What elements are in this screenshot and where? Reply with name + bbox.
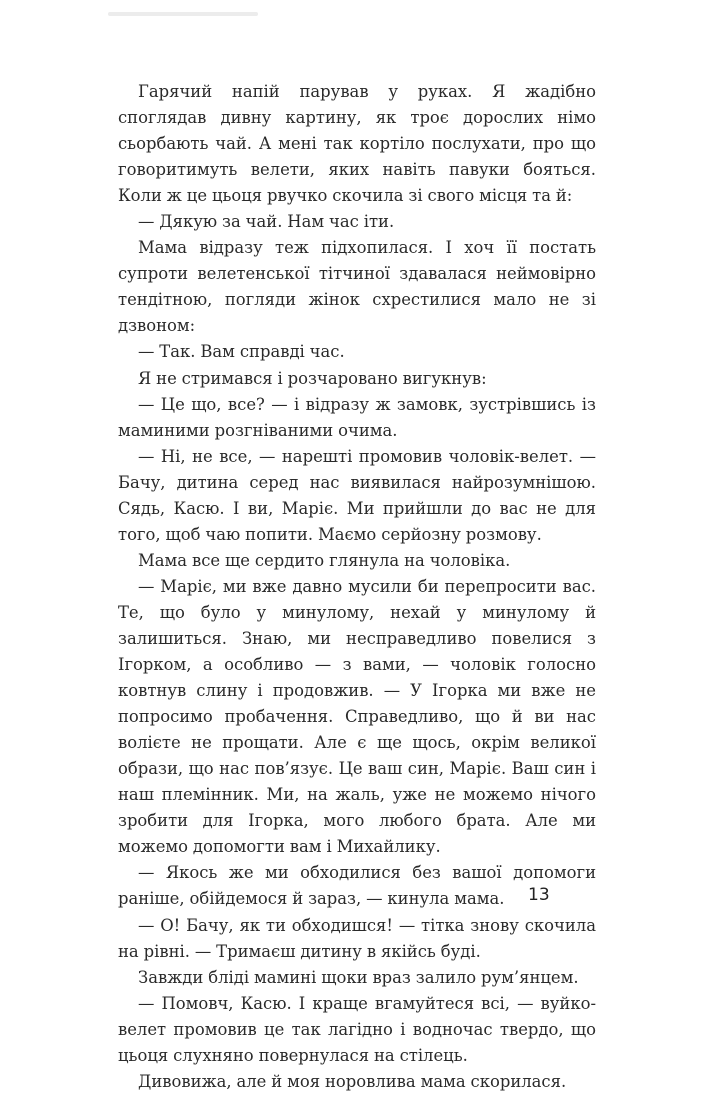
paragraph: — Так. Вам справді час. — [138, 342, 345, 362]
paragraph: — Якось же ми обходилися без вашої допомоги раніше, обійдемося й зараз, — кинула мама. — [118, 863, 596, 909]
paragraph: — Маріє, ми вже давно мусили би перепросити вас. Те, що було у минулому, нехай у минулому й залишиться. Знаю, ми несправедливо повелися з Ігорком, а особливо — з вами, — чоловік голосно ковтнув слину і продовжив. — У Ігорка ми вже не попросимо пробачення. Справедливо, що й ви нас волієте не прощати. Але є ще щось, окрім великої образи, що нас пов’язує. Це ваш син, Маріє. Ваш син і наш племінник. Ми, на жаль, уже не можемо нічого зробити для Ігорка, мого любого брата. Але ми можемо допомогти вам і Михайлику. — [118, 576, 596, 857]
paragraph: Я не стримався і розчаровано вигукнув: — [138, 368, 487, 388]
paragraph: — Ні, не все, — нарешті промовив чоловік-велет. — Бачу, дитина серед нас виявилася найрозумнішою. Сядь, Касю. І ви, Маріє. Ми прийшли до вас не для того, щоб чаю попити. Маємо серйозну розмову. — [118, 446, 596, 544]
paragraph: Мама відразу теж підхопилася. І хоч її постать супроти велетенської тітчиної здавалася неймовірно тендітною, погляди жінок схрестилися мало не зі дзвоном: — [118, 238, 596, 336]
page-number: 13 — [528, 885, 550, 905]
paragraph: Гарячий напій парував у руках. Я жадібно споглядав дивну картину, як троє дорослих німо сьорбають чай. А мені так кортіло послухати, про що говоритимуть велети, яких навіть павуки бояться. Коли ж це цьоця рвучко скочила зі свого місця та й: — [118, 82, 596, 206]
paragraph: — Дякую за чай. Нам час іти. — [138, 212, 395, 232]
paragraph: Дивовижа, але й моя норовлива мама скорилася. — [138, 1071, 567, 1091]
page-body — [118, 79, 596, 1095]
paragraph: Завжди бліді мамині щоки враз залило рум’янцем. — [138, 967, 579, 987]
paragraph: — Це що, все? — і відразу ж замовк, зустрівшись із маминими розгніваними очима. — [118, 394, 596, 440]
bleed-through-header — [108, 12, 258, 16]
paragraph: — Помовч, Касю. І краще вгамуйтеся всі, — вуйко-велет промовив це так лагідно і водночас твердо, що цьоця слухняно повернулася на стілець. — [118, 993, 596, 1065]
paragraph: Мама все ще сердито глянула на чоловіка. — [138, 550, 511, 570]
paragraph: — О! Бачу, як ти обходишся! — тітка знову скочила на рівні. — Тримаєш дитину в якійсь буді. — [118, 915, 596, 961]
